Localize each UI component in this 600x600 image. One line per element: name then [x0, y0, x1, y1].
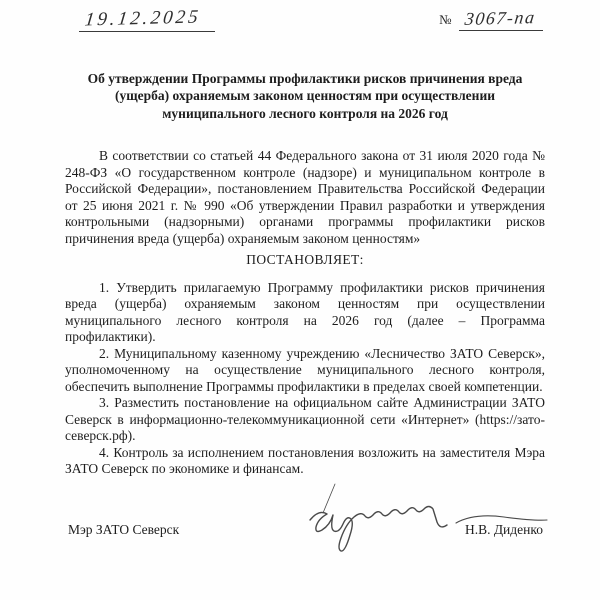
- resolution-heading: ПОСТАНОВЛЯЕТ:: [246, 252, 364, 268]
- resolution-item-4: 4. Контроль за исполнением постановления возложить на заместителя Мэра ЗАТО Северск по экономике и финансам.: [65, 444, 545, 477]
- number-underline: [459, 8, 544, 31]
- signature-flourish: [454, 512, 549, 525]
- resolution-items: [65, 280, 545, 478]
- document-title: Об утверждении Программы профилактики рисков причинения вреда (ущерба) охраняемым законом ценностям при осуществлении муниципального лесного контроля на 2026 год: [87, 71, 523, 121]
- handwritten-date: 19.12.2025: [83, 6, 202, 31]
- resolution-item-1: 1. Утвердить прилагаемую Программу профилактики рисков причинения вреда (ущерба) охраняемым законом ценностям при осуществлении муниципального лесного контроля на 2026 год (далее – Программа профилактики).: [65, 279, 545, 345]
- handwritten-date-field: [79, 8, 215, 32]
- handwritten-number: 3067-па: [463, 7, 537, 29]
- signer-name-wrap: [465, 504, 545, 538]
- document-header: [65, 8, 545, 38]
- signer-name: Н.В. Диденко: [464, 521, 543, 537]
- resolution-item-3: 3. Разместить постановление на официальном сайте Администрации ЗАТО Северск в информационно-телекоммуникационной сети «Интернет» (https://зато-северск.рф).: [65, 395, 545, 444]
- number-sign-label: №: [439, 12, 452, 27]
- document-number-field: [439, 8, 543, 31]
- signature-block: [65, 504, 545, 538]
- signer-position: Мэр ЗАТО Северск: [68, 521, 180, 537]
- preamble-paragraph: В соответствии со статьей 44 Федерального закона от 31 июля 2020 года № 248-ФЗ «О государственном контроле (надзоре) и муниципальном контроле в Российской Федерации», постановлением Правительства Российской Федерации от 25 июня 2021 г. № 990 «Об утверждении Правил разработки и утверждения контрольными (надзорными) органами программы профилактики рисков причинения вреда (ущерба) охраняемым законом ценностям»: [65, 148, 545, 246]
- resolution-item-2: 2. Муниципальному казенному учреждению «Лесничество ЗАТО Северск», уполномоченному на осуществление муниципального лесного контроля, обеспечить выполнение Программы профилактики в пределах своей компетенции.: [65, 345, 545, 394]
- signature-autograph: [283, 476, 483, 556]
